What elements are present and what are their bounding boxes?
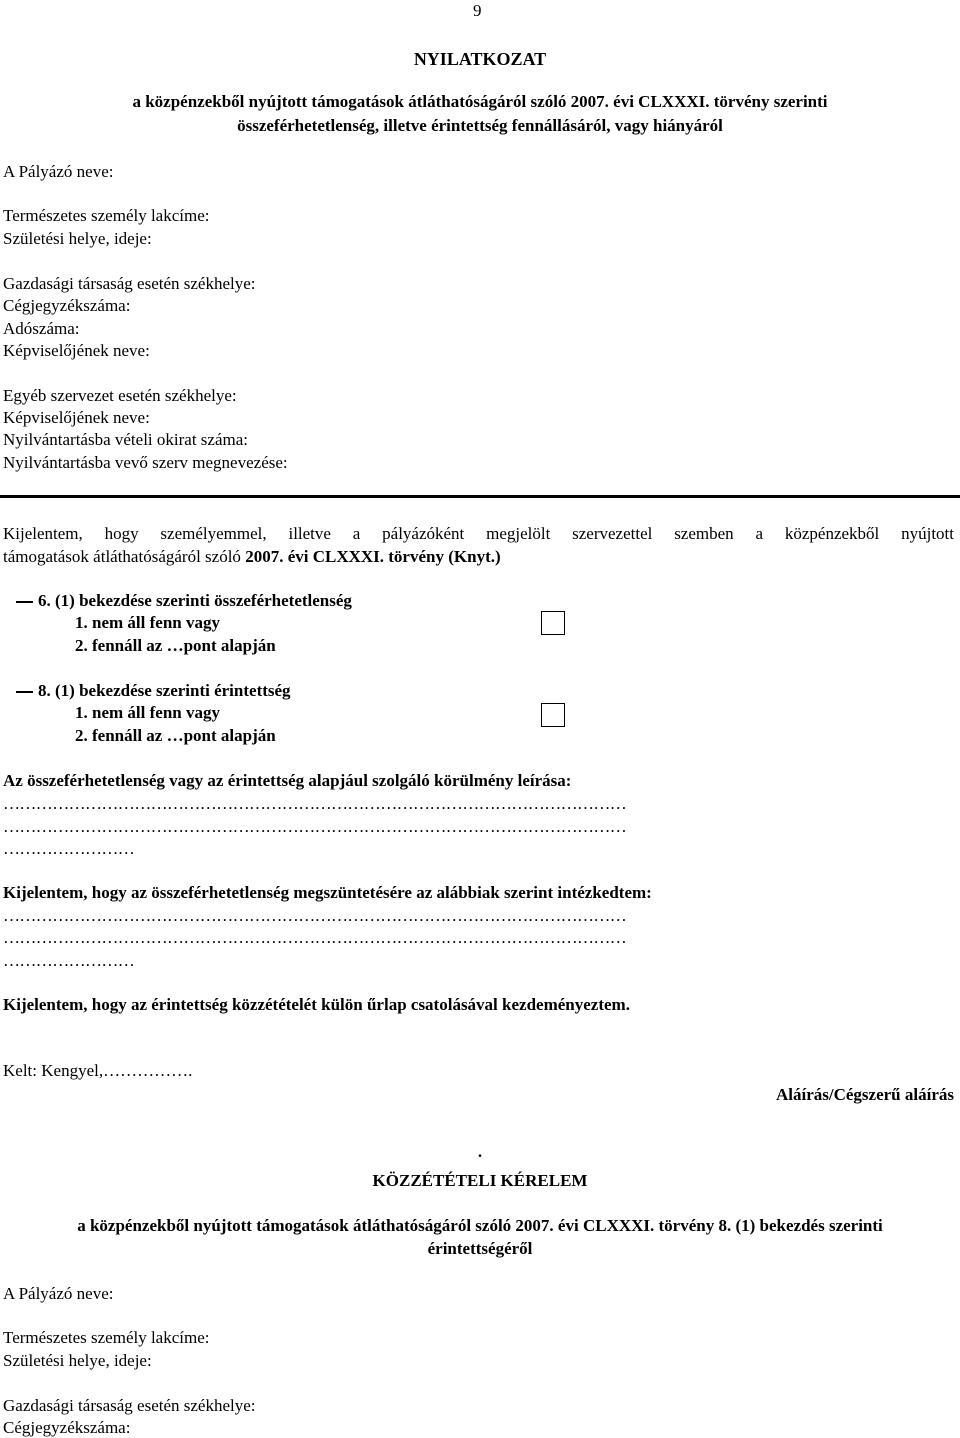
publication-statement: Kijelentem, hogy az érintettség közzétételét külön űrlap csatolásával kezdeményeztem.: [3, 995, 630, 1014]
publication-request-subtitle-line2: érintettségéről: [427, 1239, 533, 1258]
pr-field-natural-address: Természetes személy lakcíme:: [3, 1328, 210, 1347]
pr-field-birth: Születési helye, ideje:: [3, 1351, 152, 1370]
field-natural-address: Természetes személy lakcíme:: [3, 206, 210, 225]
measures-dots-line3: ……………………: [3, 951, 135, 970]
field-representative: Képviselőjének neve:: [3, 341, 150, 360]
publication-request-subtitle-line1: a közpénzekből nyújtott támogatások átláthatóságáról szóló 2007. évi CLXXXI. törvény 8. (1) bekezdés szerinti: [77, 1216, 883, 1235]
conflict-dots-line2: ……………………………………………………………………………………………………: [3, 817, 627, 836]
signature-label: Aláírás/Cégszerű aláírás: [776, 1085, 954, 1104]
section6-heading: 6. (1) bekezdése szerinti összeférhetetlenség: [38, 591, 352, 610]
field-birth: Születési helye, ideje:: [3, 229, 152, 248]
place-date: Kelt: Kengyel,…………….: [3, 1061, 193, 1080]
pr-field-applicant-name: A Pályázó neve:: [3, 1284, 114, 1303]
section8-option2: 2. fennáll az …pont alapján: [75, 726, 276, 745]
declaration-subtitle-line2: összeférhetetlenség, illetve érintettség fennállásáról, vagy hiányáról: [237, 116, 723, 135]
pr-field-company-seat: Gazdasági társaság esetén székhelye:: [3, 1396, 256, 1415]
conflict-dots-line1: ……………………………………………………………………………………………………: [3, 794, 627, 813]
section8-dash: [16, 691, 33, 693]
pr-field-company-reg: Cégjegyzékszáma:: [3, 1418, 131, 1437]
declaration-subtitle-line1: a közpénzekből nyújtott támogatások átláthatóságáról szóló 2007. évi CLXXXI. törvény szerinti: [132, 92, 828, 111]
page-number: 9: [473, 1, 482, 20]
field-applicant-name: A Pályázó neve:: [3, 162, 114, 181]
section6-option1: 1. nem áll fenn vagy: [75, 613, 220, 632]
conflict-description-label: Az összeférhetetlenség vagy az érintettség alapjául szolgáló körülmény leírása:: [3, 771, 572, 790]
measures-label: Kijelentem, hogy az összeférhetetlenség megszüntetésére az alábbiak szerint intézkedtem:: [3, 883, 652, 902]
section6-checkbox[interactable]: [541, 611, 565, 635]
statement-line2: [3, 548, 501, 565]
statement-line2-bold: 2007. évi CLXXXI. törvény (Knyt.): [245, 547, 501, 566]
field-company-seat: Gazdasági társaság esetén székhelye:: [3, 274, 256, 293]
section-separator-dot: .: [477, 1142, 483, 1161]
section6-option2: 2. fennáll az …pont alapján: [75, 636, 276, 655]
statement-line2-plain: támogatások átláthatóságáról szóló: [3, 547, 246, 566]
measures-dots-line1: ……………………………………………………………………………………………………: [3, 906, 627, 925]
field-other-representative: Képviselőjének neve:: [3, 408, 150, 427]
section8-heading: 8. (1) bekezdése szerinti érintettség: [38, 681, 291, 700]
publication-request-title: KÖZZÉTÉTELI KÉRELEM: [372, 1171, 588, 1190]
section-divider: [0, 495, 960, 498]
field-registry-org: Nyilvántartásba vevő szerv megnevezése:: [3, 453, 288, 472]
field-other-seat: Egyéb szervezet esetén székhelye:: [3, 386, 237, 405]
measures-dots-line2: ……………………………………………………………………………………………………: [3, 928, 627, 947]
statement-line1: Kijelentem, hogy személyemmel, illetve a pályázóként megjelölt szervezettel szemben a közpénzekből nyújtott: [3, 524, 954, 543]
declaration-title: NYILATKOZAT: [413, 49, 547, 69]
field-company-reg: Cégjegyzékszáma:: [3, 296, 131, 315]
section6-dash: [16, 601, 33, 603]
section8-option1: 1. nem áll fenn vagy: [75, 703, 220, 722]
field-registry-no: Nyilvántartásba vételi okirat száma:: [3, 430, 248, 449]
field-tax-no: Adószáma:: [3, 319, 80, 338]
conflict-dots-line3: ……………………: [3, 839, 135, 858]
section8-checkbox[interactable]: [541, 703, 565, 727]
